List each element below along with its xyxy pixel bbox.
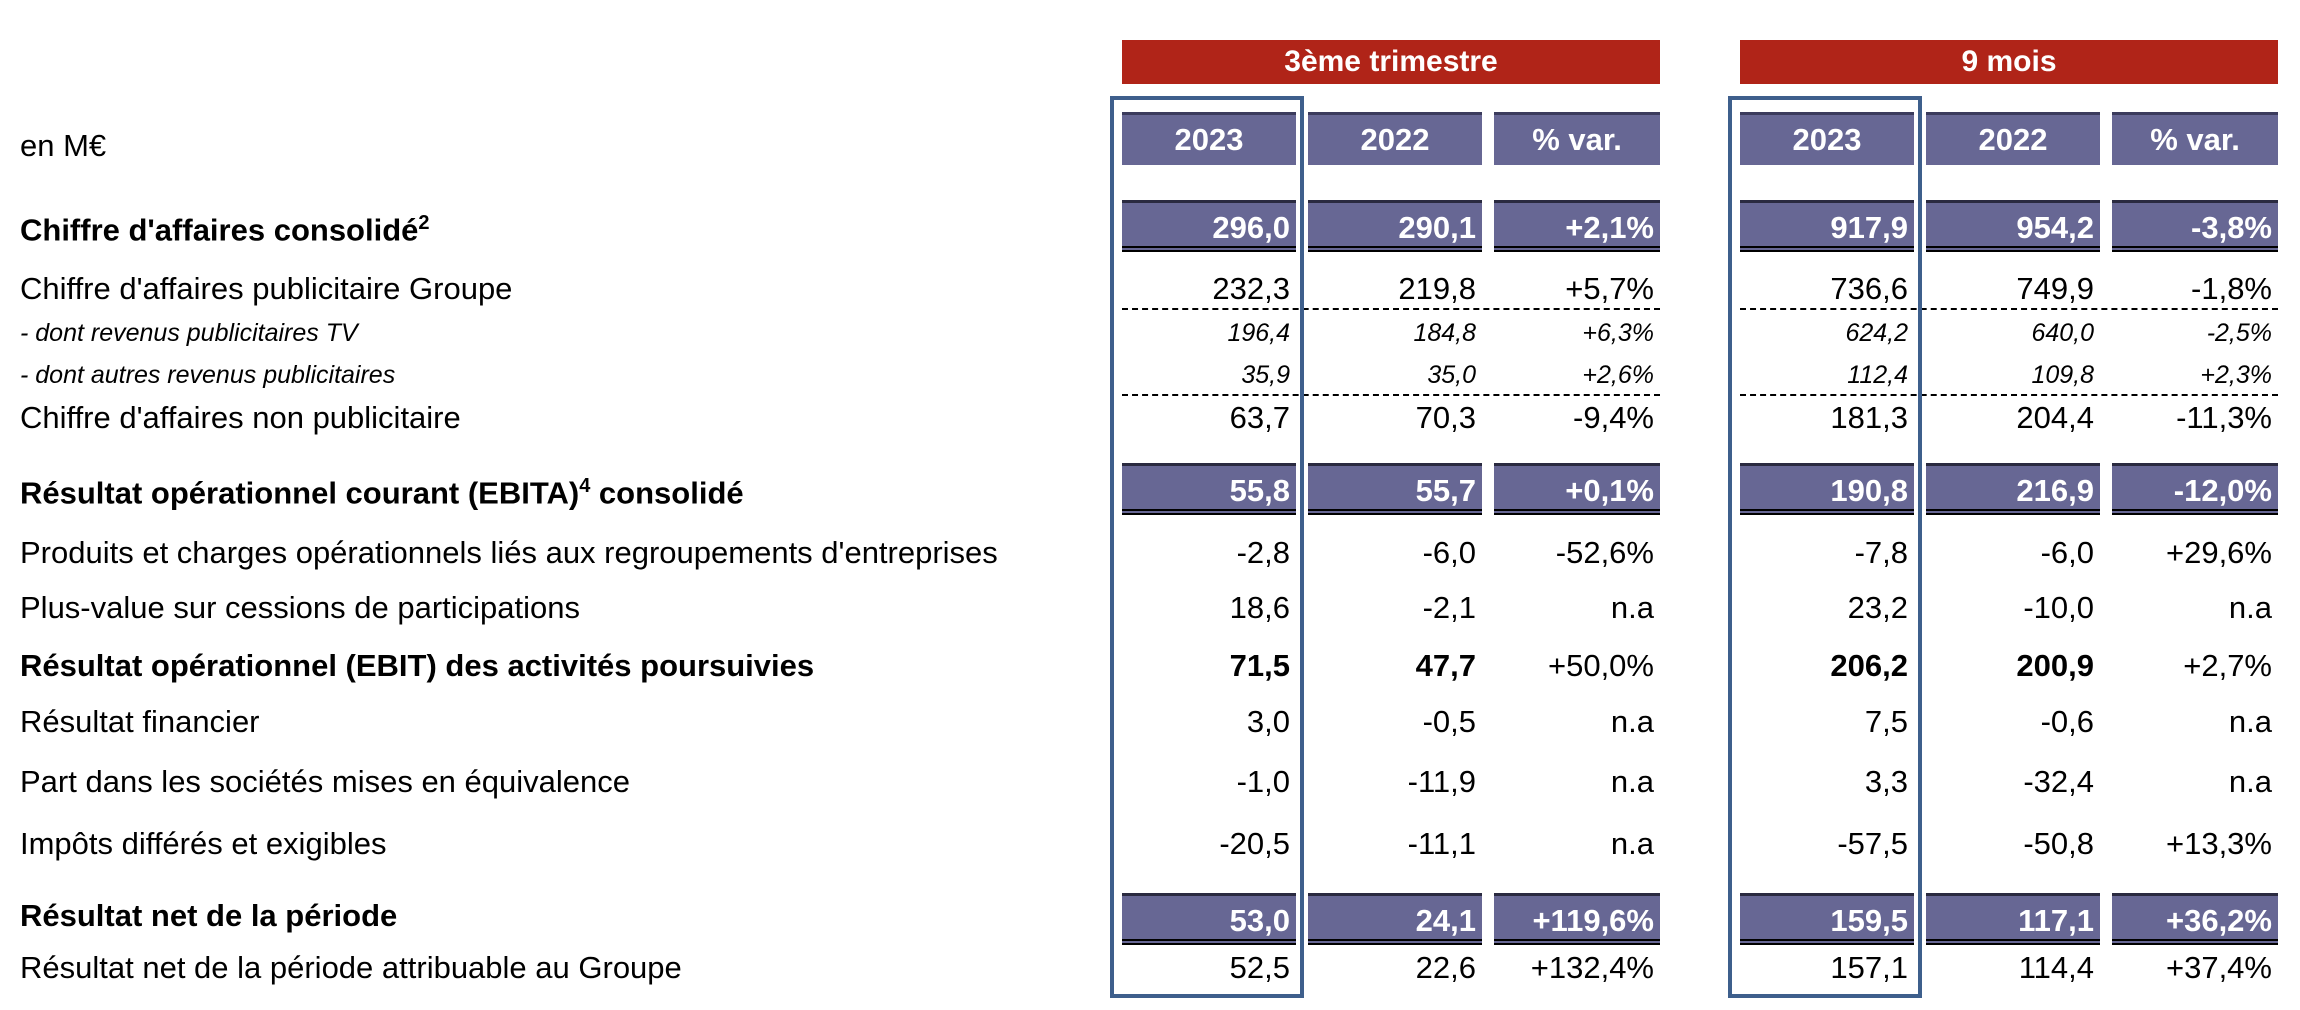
- cell-row7-9m-var: n.a: [2228, 590, 2272, 625]
- cell-row13-q3-2023: 52,5: [1229, 950, 1290, 985]
- cell-row13-q3-2022: 22,6: [1415, 950, 1476, 985]
- cell-row1-9m-var: -1,8%: [2191, 271, 2272, 306]
- cell-row7-q3-2023: 18,6: [1229, 590, 1290, 625]
- cell-row5-9m-2022: 216,9: [1926, 463, 2100, 515]
- cell-row2-q3-var: +6,3%: [1582, 319, 1654, 347]
- row-label-impots: Impôts différés et exigibles: [20, 826, 387, 861]
- unit-label: en M€: [20, 128, 107, 163]
- cell-row4-q3-var: -9,4%: [1573, 400, 1654, 435]
- cell-row0-q3-var: +2,1%: [1494, 200, 1660, 252]
- cell-row4-q3-2022: 70,3: [1415, 400, 1476, 435]
- cell-row4-9m-2022: 204,4: [2016, 400, 2094, 435]
- cell-row3-9m-2022: 109,8: [2031, 361, 2094, 389]
- cell-row1-9m-2022: 749,9: [2016, 271, 2094, 306]
- cell-row0-9m-var: -3,8%: [2112, 200, 2278, 252]
- cell-row13-q3-var: +132,4%: [1530, 950, 1654, 985]
- cell-row1-q3-2023: 232,3: [1212, 271, 1290, 306]
- row-label-ca-pub-groupe: Chiffre d'affaires publicitaire Groupe: [20, 271, 513, 306]
- row-label-plus-value: Plus-value sur cessions de participations: [20, 590, 580, 625]
- cell-row8-q3-var: +50,0%: [1547, 648, 1654, 683]
- cell-row7-9m-2022: -10,0: [2023, 590, 2094, 625]
- cell-row5-q3-var: +0,1%: [1494, 463, 1660, 515]
- cell-row7-q3-var: n.a: [1610, 590, 1654, 625]
- cell-row6-q3-2023: -2,8: [1236, 535, 1290, 570]
- cell-row1-9m-2023: 736,6: [1830, 271, 1908, 306]
- cell-row12-q3-2022: 24,1: [1308, 893, 1482, 945]
- cell-row12-q3-var: +119,6%: [1494, 893, 1660, 945]
- cell-row8-9m-var: +2,7%: [2183, 648, 2272, 683]
- cell-row4-q3-2023: 63,7: [1229, 400, 1290, 435]
- cell-row12-9m-2023: 159,5: [1740, 893, 1914, 945]
- cell-row5-q3-2022: 55,7: [1308, 463, 1482, 515]
- cell-row9-q3-2022: -0,5: [1422, 704, 1476, 739]
- row-label-revenus-tv: - dont revenus publicitaires TV: [20, 319, 358, 347]
- cell-row3-9m-2023: 112,4: [1847, 361, 1908, 389]
- cell-row6-q3-2022: -6,0: [1422, 535, 1476, 570]
- row-label-autres-revenus: - dont autres revenus publicitaires: [20, 361, 396, 389]
- cell-row12-9m-2022: 117,1: [1926, 893, 2100, 945]
- highlight-frame-9m-2023: [1728, 96, 1922, 998]
- row-label-regroupements: Produits et charges opérationnels liés aux regroupements d'entreprises: [20, 535, 998, 570]
- cell-row8-9m-2022: 200,9: [2016, 648, 2094, 683]
- cell-row0-q3-2023: 296,0: [1122, 200, 1296, 252]
- cell-row10-q3-var: n.a: [1610, 764, 1654, 799]
- cell-row2-q3-2023: 196,4: [1227, 319, 1290, 347]
- cell-row1-q3-2022: 219,8: [1398, 271, 1476, 306]
- group-header-q3: 3ème trimestre: [1122, 40, 1660, 84]
- cell-row10-9m-2022: -32,4: [2023, 764, 2094, 799]
- cell-row12-9m-var: +36,2%: [2112, 893, 2278, 945]
- row-label-mises-equivalence: Part dans les sociétés mises en équivalence: [20, 764, 630, 799]
- cell-row0-q3-2022: 290,1: [1308, 200, 1482, 252]
- highlight-frame-q3-2023: [1110, 96, 1304, 998]
- cell-row5-q3-2023: 55,8: [1122, 463, 1296, 515]
- cell-row3-q3-var: +2,6%: [1582, 361, 1654, 389]
- cell-row9-q3-2023: 3,0: [1246, 704, 1290, 739]
- cell-row11-q3-2023: -20,5: [1219, 826, 1290, 861]
- cell-row3-q3-2022: 35,0: [1427, 361, 1476, 389]
- cell-row11-9m-var: +13,3%: [2165, 826, 2272, 861]
- cell-row13-9m-var: +37,4%: [2165, 950, 2272, 985]
- cell-row2-9m-var: -2,5%: [2206, 319, 2272, 347]
- cell-row3-q3-2023: 35,9: [1241, 361, 1290, 389]
- cell-row9-9m-var: n.a: [2228, 704, 2272, 739]
- cell-row2-9m-2023: 624,2: [1845, 319, 1908, 347]
- cell-row6-9m-2022: -6,0: [2040, 535, 2094, 570]
- cell-row8-9m-2023: 206,2: [1830, 648, 1908, 683]
- cell-row10-9m-var: n.a: [2228, 764, 2272, 799]
- row-label-ebit: Résultat opérationnel (EBIT) des activités poursuivies: [20, 648, 815, 683]
- col-header-q3-var: % var.: [1494, 112, 1660, 165]
- cell-row0-9m-2023: 917,9: [1740, 200, 1914, 252]
- cell-row9-9m-2022: -0,6: [2040, 704, 2094, 739]
- cell-row13-9m-2023: 157,1: [1830, 950, 1908, 985]
- row-label-ca-consolide: Chiffre d'affaires consolidé$^2$: [20, 212, 430, 248]
- row-label-ca-non-pub: Chiffre d'affaires non publicitaire: [20, 400, 461, 435]
- cell-row7-q3-2022: -2,1: [1422, 590, 1476, 625]
- cell-row2-9m-2022: 640,0: [2031, 319, 2094, 347]
- cell-row9-9m-2023: 7,5: [1864, 704, 1908, 739]
- row-label-ebita: Résultat opérationnel courant (EBITA)$^4$ consolidé: [20, 475, 744, 511]
- cell-row11-9m-2023: -57,5: [1837, 826, 1908, 861]
- cell-row6-q3-var: -52,6%: [1555, 535, 1654, 570]
- row-label-resultat-financier: Résultat financier: [20, 704, 260, 739]
- col-header-q3-2023: 2023: [1122, 112, 1296, 165]
- cell-row5-9m-var: -12,0%: [2112, 463, 2278, 515]
- cell-row10-q3-2023: -1,0: [1236, 764, 1290, 799]
- cell-row4-9m-var: -11,3%: [2176, 400, 2272, 435]
- cell-row11-q3-2022: -11,1: [1407, 826, 1476, 861]
- cell-row11-q3-var: n.a: [1610, 826, 1654, 861]
- col-header-9m-2023: 2023: [1740, 112, 1914, 165]
- cell-row6-9m-2023: -7,8: [1854, 535, 1908, 570]
- cell-row10-q3-2022: -11,9: [1407, 764, 1476, 799]
- cell-row8-q3-2023: 71,5: [1229, 648, 1290, 683]
- group-header-9m: 9 mois: [1740, 40, 2278, 84]
- cell-row4-9m-2023: 181,3: [1830, 400, 1908, 435]
- col-header-q3-2022: 2022: [1308, 112, 1482, 165]
- cell-row11-9m-2022: -50,8: [2023, 826, 2094, 861]
- cell-row8-q3-2022: 47,7: [1415, 648, 1476, 683]
- cell-row5-9m-2023: 190,8: [1740, 463, 1914, 515]
- cell-row6-9m-var: +29,6%: [2165, 535, 2272, 570]
- cell-row13-9m-2022: 114,4: [2018, 950, 2094, 985]
- row-label-resultat-net: Résultat net de la période: [20, 898, 398, 933]
- col-header-9m-var: % var.: [2112, 112, 2278, 165]
- cell-row0-9m-2022: 954,2: [1926, 200, 2100, 252]
- cell-row12-q3-2023: 53,0: [1122, 893, 1296, 945]
- cell-row10-9m-2023: 3,3: [1864, 764, 1908, 799]
- cell-row3-9m-var: +2,3%: [2200, 361, 2272, 389]
- col-header-9m-2022: 2022: [1926, 112, 2100, 165]
- row-label-resultat-net-groupe: Résultat net de la période attribuable au Groupe: [20, 950, 682, 985]
- cell-row7-9m-2023: 23,2: [1847, 590, 1908, 625]
- cell-row9-q3-var: n.a: [1610, 704, 1654, 739]
- cell-row2-q3-2022: 184,8: [1413, 319, 1476, 347]
- cell-row1-q3-var: +5,7%: [1565, 271, 1654, 306]
